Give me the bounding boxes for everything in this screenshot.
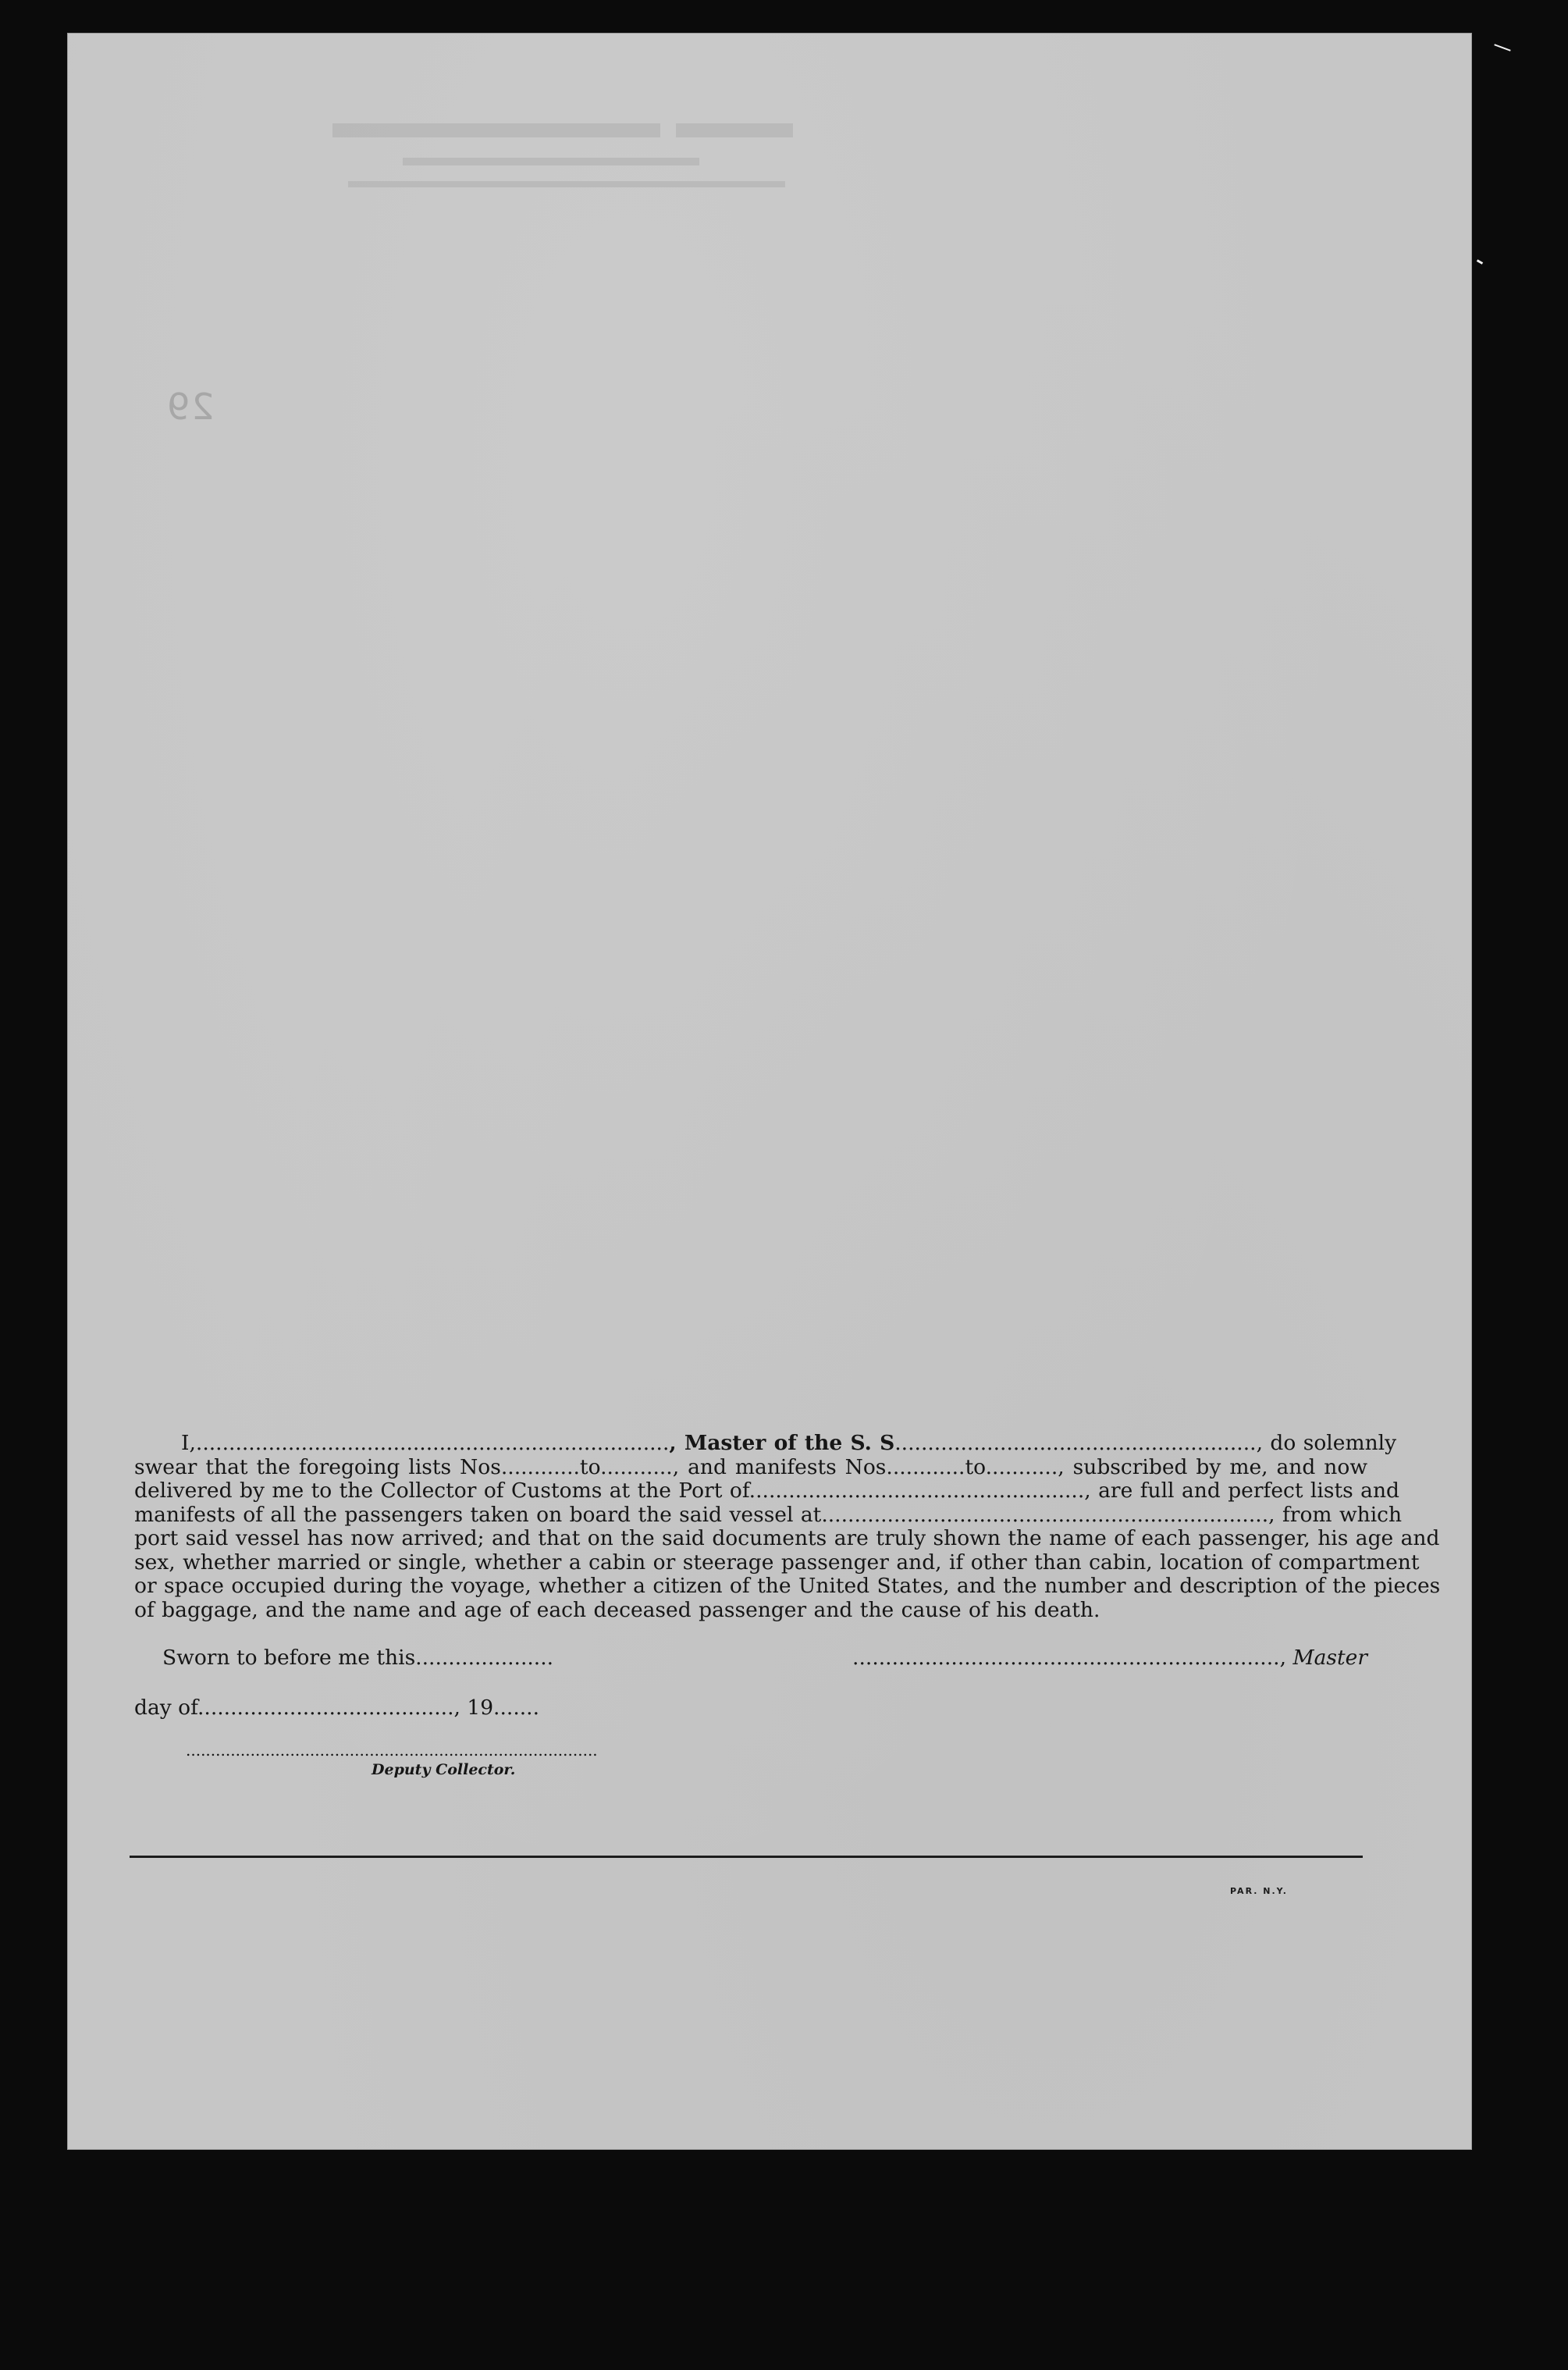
master-oath-paragraph bbox=[134, 1431, 1441, 1622]
oath-line-3: delivered by me to the Collector of Customs at the Port of..................................................., are full and perfect lists and bbox=[134, 1479, 1399, 1503]
bleed-through-page-number: 29 bbox=[165, 386, 215, 428]
day-of-line: day of......................................., 19....... bbox=[134, 1696, 540, 1720]
manifest-form-page bbox=[67, 33, 1472, 2150]
oath-line-7: or space occupied during the voyage, whether a citizen of the United States, and the number and description of the pieces bbox=[134, 1574, 1441, 1598]
vessel-name-blank: ....................................................... bbox=[894, 1431, 1257, 1455]
printer-mark: PAR. N.Y. bbox=[1230, 1886, 1288, 1896]
master-of-ss-label: , Master of the S. S bbox=[669, 1431, 895, 1455]
oath-line-5: port said vessel has now arrived; and that on the said documents are truly shown the name of each passenger, his age and bbox=[134, 1526, 1440, 1550]
oath-line-2: swear that the foregoing lists Nos............to..........., and manifests Nos............to..........., subscribed by me, and now bbox=[134, 1454, 1367, 1479]
form-footer-rule bbox=[130, 1856, 1363, 1858]
master-signature-line bbox=[826, 1646, 1367, 1670]
oath-pronoun: I, bbox=[181, 1431, 196, 1455]
deputy-collector-signature-blank: ................................................................................... bbox=[186, 1741, 598, 1760]
do-solemnly-text: , do solemnly bbox=[1256, 1431, 1397, 1455]
oath-line-1 bbox=[134, 1431, 1397, 1456]
master-signature-label: Master bbox=[1292, 1646, 1367, 1670]
master-name-blank: ........................................................................ bbox=[195, 1431, 670, 1455]
deputy-collector-label: Deputy Collector. bbox=[372, 1761, 516, 1778]
oath-line-4: manifests of all the passengers taken on board the said vessel at...................................................................., from which bbox=[134, 1502, 1403, 1527]
oath-line-8: of baggage, and the name and age of each deceased passenger and the cause of his death. bbox=[134, 1597, 1100, 1622]
master-signature-blank: ................................................................., bbox=[852, 1646, 1287, 1670]
oath-line-6: sex, whether married or single, whether a cabin or steerage passenger and, if other than cabin, location of compartment bbox=[134, 1550, 1420, 1575]
sworn-before-line: Sworn to before me this..................... bbox=[162, 1646, 554, 1670]
bleed-through-text bbox=[332, 117, 801, 203]
